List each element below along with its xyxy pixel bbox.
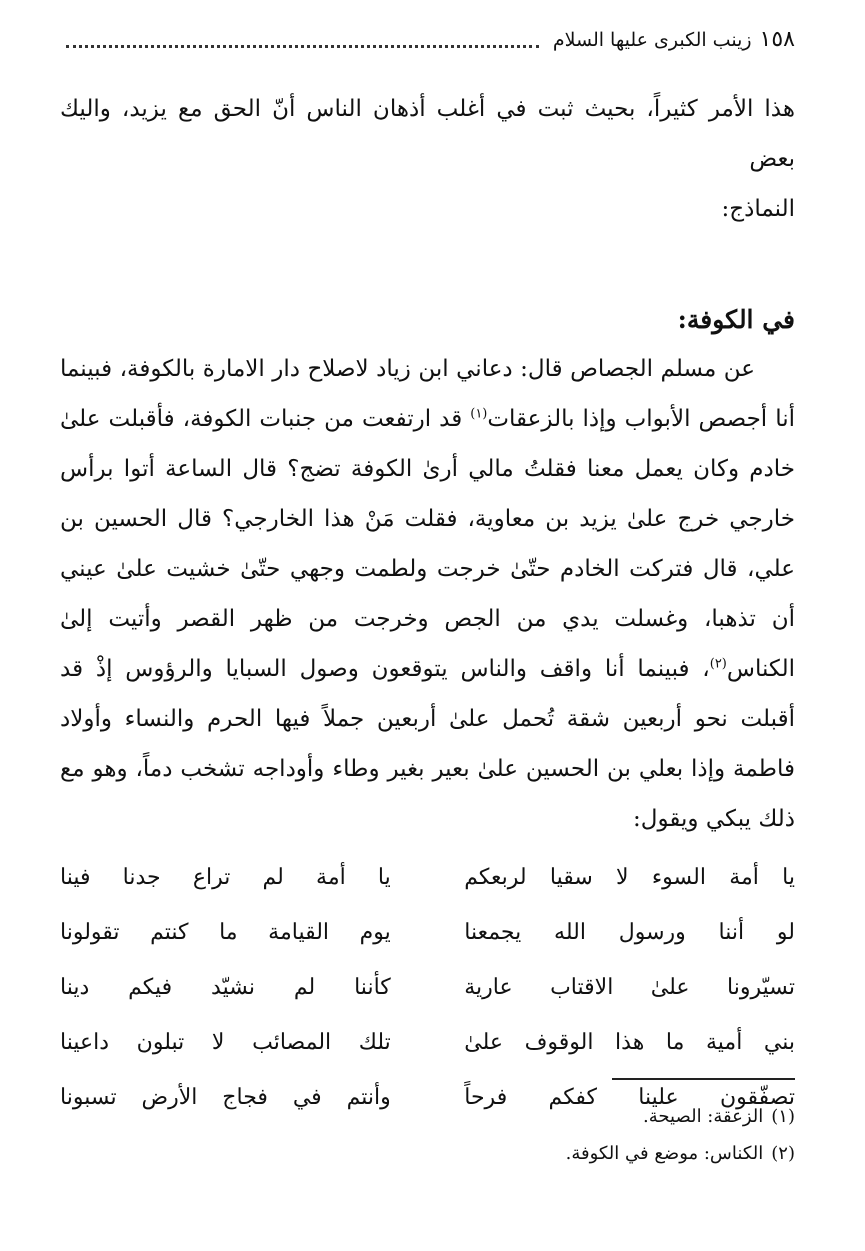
book-page — [60, 22, 795, 1227]
intro-paragraph — [60, 84, 795, 234]
intro-line: هذا الأمر كثيراً، بحيث ثبت في أغلب أذهان الناس أنّ الحق مع يزيد، واليك بعض — [60, 96, 795, 172]
poem-first-hemistich: لو أننا ورسول الله يجمعنا — [464, 920, 795, 945]
poem-first-hemistich: تسيّرونا علىٰ الاقتاب عارية — [464, 975, 795, 1000]
narrative-text: قد ارتفعت من جنبات الكوفة، فأقبلت علىٰ خادم وكان يعمل معنا فقلتُ مالي أرىٰ الكوفة تضج؟ قال الساعة أتوا برأس خارجي خرج علىٰ يزيد بن معاوية، فقلت مَنْ هذا الخارجي؟ قال الحسين بن علي، قال فتركت الخادم حتّىٰ خرجت ولطمت وجهي حتّىٰ خشيت علىٰ عيني أن تذهبا، وغسلت يدي من الجص وخرجت من ظهر القصر وأتيت إلىٰ الكناس — [60, 406, 795, 682]
footnote-number: (٢) — [771, 1143, 795, 1164]
intro-line: النماذج: — [721, 196, 795, 222]
book-title: زينب الكبرى عليها السلام — [552, 29, 752, 51]
poem-first-hemistich: يا أمة السوء لا سقيا لربعكم — [464, 865, 795, 890]
footnote — [60, 1098, 795, 1135]
narrative-paragraph — [60, 344, 795, 844]
footnote-marker: (٢) — [709, 656, 727, 672]
poem-first-hemistich: تصفّقون علينا كفكم فرحاً — [464, 1085, 795, 1110]
poem-second-hemistich: وأنتم في فجاج الأرض تسبونا — [60, 1085, 391, 1110]
page-number: ١٥٨ — [759, 27, 795, 52]
poem-verse — [60, 905, 795, 960]
poem-verse — [60, 850, 795, 905]
poem-second-hemistich: كأننا لم نشيّد فيكم دينا — [60, 975, 391, 1000]
footnote-number: (١) — [771, 1106, 795, 1127]
footnote-marker: (١) — [470, 406, 488, 422]
narrative-text: عن مسلم الجصاص قال: دعاني ابن زياد لاصلاح دار الامارة بالكوفة، فبينما أنا أجصص الأبواب وإذا بالزعقات — [60, 356, 795, 432]
narrative-text: ، فبينما أنا واقف والناس يتوقعون وصول السبايا والرؤوس إذْ قد أقبلت نحو أربعين شقة تُحمل علىٰ أربعين جملاً فيها الحرم والنساء وأولاد فاطمة وإذا بعلي بن الحسين علىٰ بعير بغير وطاء وأوداجه تشخب دماً، وهو مع ذلك يبكي ويقول: — [60, 656, 795, 832]
poem-first-hemistich: بني أمية ما هذا الوقوف علىٰ — [464, 1030, 795, 1055]
section-heading: في الكوفة: — [677, 305, 795, 334]
header-dot-leader — [66, 45, 539, 48]
poem-second-hemistich: يوم القيامة ما كنتم تقولونا — [60, 920, 391, 945]
poem-second-hemistich: تلك المصائب لا تبلون داعينا — [60, 1030, 391, 1055]
poem-verse — [60, 960, 795, 1015]
footnote-text: الكناس: موضع في الكوفة. — [565, 1143, 764, 1164]
footnote-text: الزعقة: الصيحة. — [643, 1106, 764, 1127]
footnote-separator — [612, 1078, 795, 1080]
footnote — [60, 1135, 795, 1172]
footnotes — [60, 1098, 795, 1172]
poem — [60, 850, 795, 1125]
running-header — [60, 22, 795, 58]
poem-verse — [60, 1015, 795, 1070]
poem-second-hemistich: يا أمة لم تراع جدنا فينا — [60, 865, 391, 890]
